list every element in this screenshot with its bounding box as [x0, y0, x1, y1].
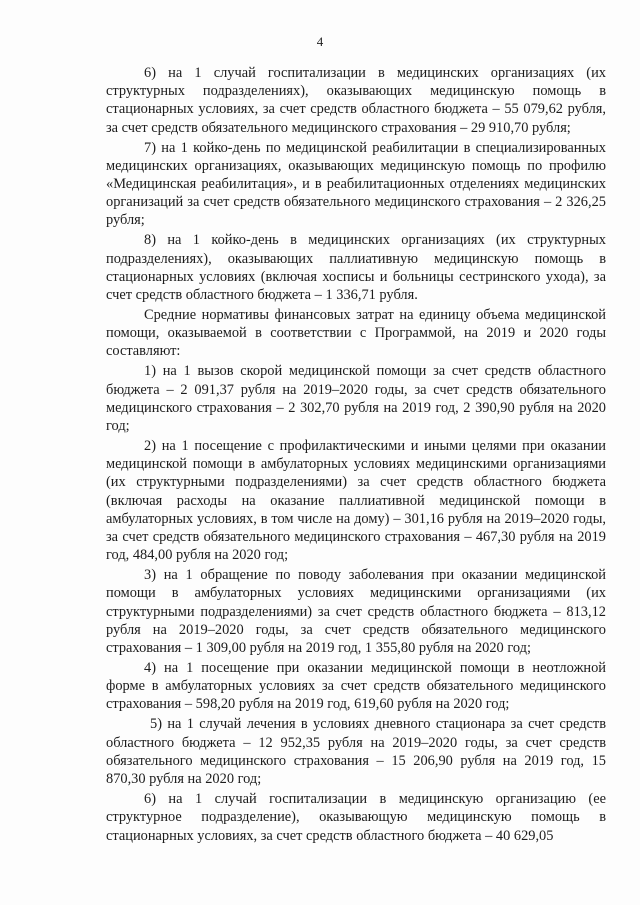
- paragraph-item-6-hospitalization: 6) на 1 случай госпитализации в медицинских организациях (их структурных подразделениях), оказывающих медицинскую помощь в стационарных условиях, за счет средств областного бюджета – 55 079,62 рубля, за счет средств обязательного медицинского страхования – 29 910,70 рубля;: [106, 65, 606, 136]
- paragraph-item-8-palliative: 8) на 1 койко-день в медицинских организациях (их структурных подразделениях), оказывающих паллиативную медицинскую помощь в стационарных условиях (включая хосписы и больницы сестринского ухода), за счет средств областного бюджета – 1 336,71 рубля.: [106, 232, 606, 304]
- paragraph-item-1-ambulance: 1) на 1 вызов скорой медицинской помощи за счет средств областного бюджета – 2 091,37 рубля на 2019–2020 годы, за счет средств обязательного медицинского страхования – 2 302,70 рубля на 2019 год, 2 390,90 рубля на 2020 год;: [106, 363, 606, 435]
- paragraph-item-4-urgent-visit: 4) на 1 посещение при оказании медицинской помощи в неотложной форме в амбулаторных условиях за счет средств обязательного медицинского страхования – 598,20 рубля на 2019 год, 619,60 рубля на 2020 год;: [106, 660, 606, 713]
- document-body: [106, 64, 606, 847]
- page-number: 4: [316, 34, 324, 49]
- paragraph-item-3-disease-visit: 3) на 1 обращение по поводу заболевания при оказании медицинской помощи в амбулаторных условиях медицинскими организациями (их структурными подразделениями) за счет средств областного бюджета – 813,12 рубля на 2019–2020 годы, за счет средств обязательного медицинского страхования – 1 309,00 рубля на 2019 год, 1 355,80 рубля на 2020 год;: [106, 567, 606, 657]
- paragraph-item-6-hospitalization-2: 6) на 1 случай госпитализации в медицинскую организацию (ее структурное подразделение), оказывающую медицинскую помощь в стационарных условиях, за счет средств областного бюджета – 40 629,05: [106, 791, 606, 844]
- paragraph-item-7-rehabilitation: 7) на 1 койко-день по медицинской реабилитации в специализированных медицинских организациях, оказывающих медицинскую помощь по профилю «Медицинская реабилитация», и в реабилитационных отделениях медицинских организаций за счет средств обязательного медицинского страхования – 2 326,25 рубля;: [106, 139, 606, 229]
- paragraph-item-2-preventive-visit: 2) на 1 посещение с профилактическими и иными целями при оказании медицинской помощи в амбулаторных условиях медицинскими организациями (их структурными подразделениями) за счет средств областного бюджета (включая расходы на оказание паллиативной медицинской помощи в амбулаторных условиях, в том числе на дому) – 301,16 рубля на 2019–2020 годы, за счет средств обязательного медицинского страхования – 467,30 рубля на 2019 год, 484,00 рубля на 2020 год;: [106, 438, 606, 564]
- paragraph-item-5-day-hospital: 5) на 1 случай лечения в условиях дневного стационара за счет средств областного бюджета – 12 952,35 рубля на 2019–2020 годы, за счет средств обязательного медицинского страхования – 15 206,90 рубля на 2019 год, 15 870,30 рубля на 2020 год;: [106, 716, 606, 788]
- paragraph-standards-intro: Средние нормативы финансовых затрат на единицу объема медицинской помощи, оказываемой в соответствии с Программой, на 2019 и 2020 годы составляют:: [106, 307, 606, 360]
